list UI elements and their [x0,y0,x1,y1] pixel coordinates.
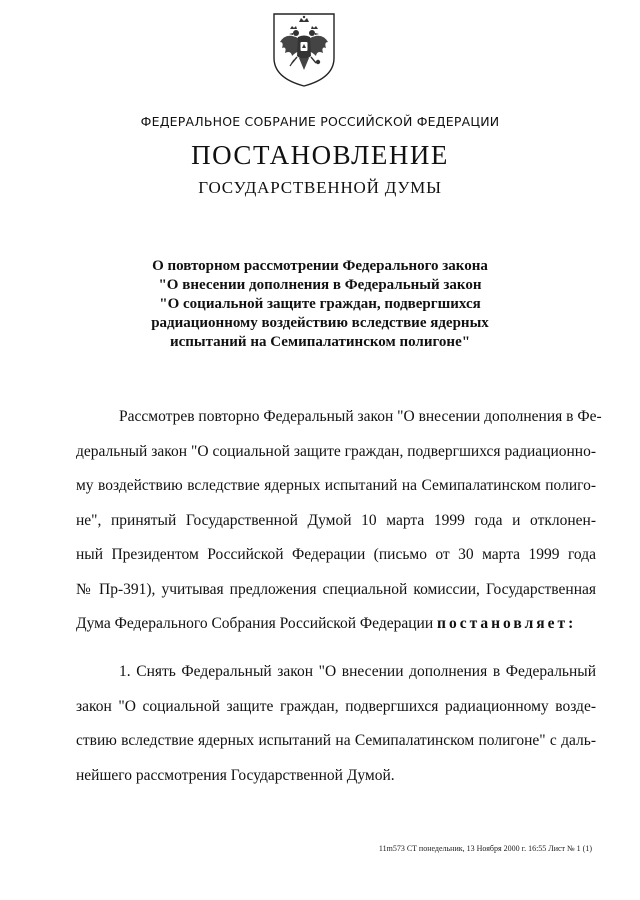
subject-line: радиационному воздействию вследствие ядерных [151,315,489,331]
document-issuer: ГОСУДАРСТВЕННОЙ ДУМЫ [198,178,442,197]
subject-line: "О внесении дополнения в Федеральный закон [158,277,482,293]
text-line: деральный закон "О социальной защите граждан, подвергшихся радиационно- [76,442,596,460]
document-subject [120,257,520,352]
text-line: ный Президентом Российской Федерации (письмо от 30 марта 1999 года [76,546,596,563]
subject-line: О повторном рассмотрении Федерального закона [152,258,488,274]
assembly-title: ФЕДЕРАЛЬНОЕ СОБРАНИЕ РОССИЙСКОЙ ФЕДЕРАЦИИ [140,114,500,129]
text-line: Рассмотрев повторно Федеральный закон "О внесении дополнения в Фе- [119,408,602,425]
subject-line: "О социальной защите граждан, подвергшихся [159,296,481,312]
resolves-keyword: постановляет: [437,615,577,632]
text-line: му воздействию вследствие ядерных испытаний на Семипалатинском полиго- [76,477,596,494]
text-line: не", принятый Государственной Думой 10 марта 1999 года и отклонен- [76,511,596,529]
subject-line: испытаний на Семипалатинском полигоне" [169,334,471,350]
text-segment: Дума Федерального Собрания Российской Федерации [76,615,438,632]
paragraph-preamble [76,400,602,642]
text-line: № Пр-391), учитывая предложения специальной комиссии, Государственная [76,580,596,598]
text-line: закон "О социальной защите граждан, подвергшихся радиационному возде- [76,697,596,715]
text-line [76,607,596,642]
document-type-title: ПОСТАНОВЛЕНИЕ [191,140,449,170]
text-line: нейшего рассмотрения Государственной Думой. [76,766,395,784]
russian-coat-of-arms-icon [272,12,336,88]
page-footer: 11m573 CT понедельник, 13 Ноября 2000 г. 16:55 Лист № 1 (1) [378,844,592,853]
text-line: ствию вследствие ядерных испытаний на Семипалатинском полигоне" с даль- [76,732,596,749]
paragraph-item-1 [76,655,596,793]
text-line: 1. Снять Федеральный закон "О внесении дополнения в Федеральный [119,663,596,680]
